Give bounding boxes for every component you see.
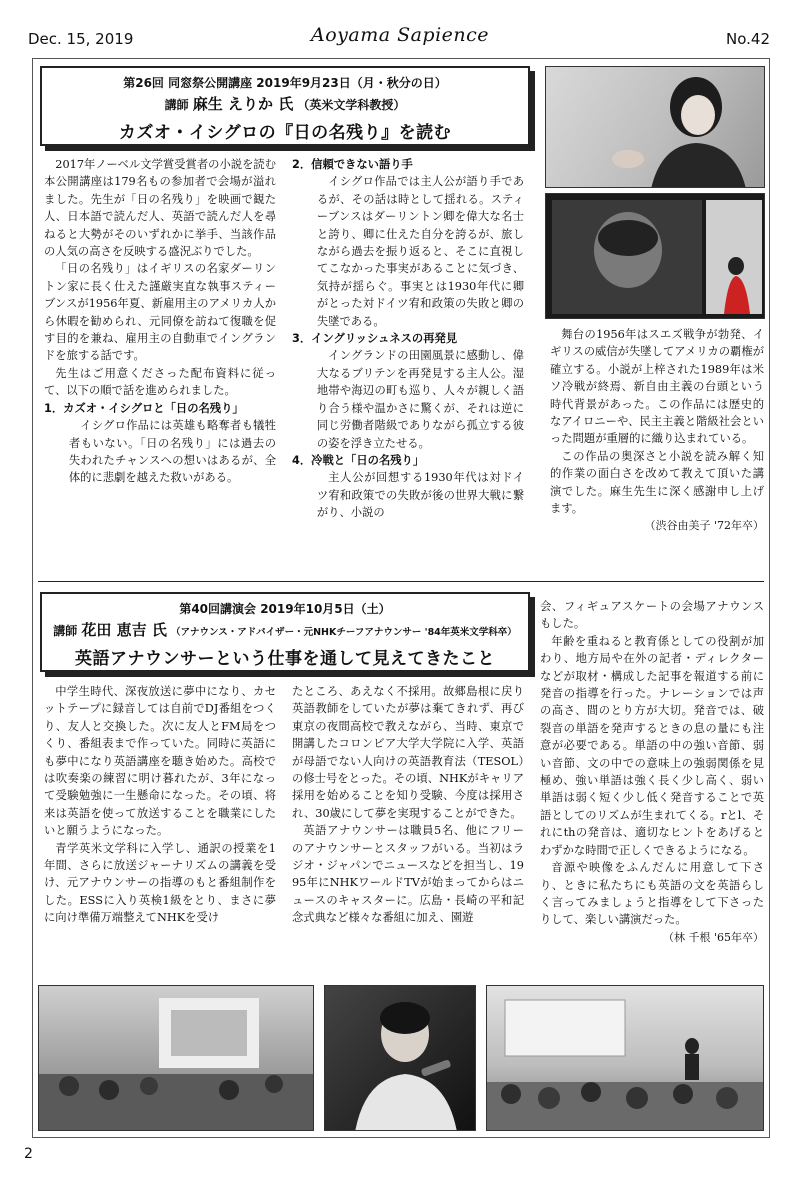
article1-column-2 xyxy=(292,156,524,522)
audience-left-image xyxy=(39,986,314,1131)
article1-para: 舞台の1956年はスエズ戦争が勃発、イギリスの威信が失墜してアメリカの覇権が確立する。小説が上梓された1989年は米ソ冷戦が終焉、新自由主義の台頭という時代背景があった。この作品には歴史的なアイロニーや、民主主義と階級社会といった問題が重層的に織り込まれている。 xyxy=(550,328,764,446)
article1-section-1-body: イシグロ作品には英雄も略奪者も犠牲者もいない。「日の名残り」には過去の失われたチャンスへの想いはあるが、全体的に悲劇を越えた救いがある。 xyxy=(68,419,276,485)
article1-section-3-body: イングランドの田園風景に感動し、偉大なるブリテンを再発見する主人公。湿地帯や海辺の町も巡り、人々が親しく語り合う様や温かさに驚くが、それは逆に同じ労働者階級でありながら孤立する彼の姿を浮き立たせる。 xyxy=(316,349,524,450)
article2-para: 年齢を重ねると教育係としての役割が加わり、地方局や在外の記者・ディレクターなどが取材・構成した記事を報道する前に発音の指導を行った。ナレーションでは声の高さ、間のとり方が大切。発音では、破裂音の単語を発声するときの息の量にも注意が必要である。単語の中の強い音節、弱い音節、文の中での意味上の強弱関係を見極め、強い単語は強く長く少し高く、弱い単語は弱く短く少し低く発音することで英語としてのリズムが生まれてくる。rとl、それにthの発音は、適切なヒントをあげるとわずかな時間で正しくできるようになる。 xyxy=(540,634,764,857)
page-number: 2 xyxy=(24,1146,33,1162)
article1-lecturer-role: 講師 xyxy=(164,98,189,112)
article2-lecturer xyxy=(42,619,528,640)
article1-section-2-heading: 2．信頼できない語り手 xyxy=(292,158,413,171)
article2-title: 英語アナウンサーという仕事を通して見えてきたこと xyxy=(75,649,495,669)
article2-event: 第40回講演会 2019年10月5日（土） xyxy=(179,602,391,616)
article2-title-box xyxy=(40,592,530,672)
article2-lecturer-affil: （アナウンス・アドバイザー・元NHKチーフアナウンサー '84年英米文学科卒） xyxy=(171,627,517,638)
article2-para: たところ、あえなく不採用。故郷島根に戻り英語教師をしていたが夢は棄てきれず、再び東京の夜間高校で教えながら、当時、東京で開講したコロンビア大学大学院に入学、英語が母語でない人向けの英語教育法（TESOL）の修士号をとった。その頃、NHKがキャリア採用を始めることを知り受験、今度は採用され、30歳にして夢を実現することができた。 xyxy=(292,685,524,820)
lecturer1-speaking-photo xyxy=(545,66,765,188)
article1-para: この作品の奥深さと小説を読み解く知的作業の面白さを改めて教えて頂いた講演でした。麻生先生に深く感謝申し上げます。 xyxy=(550,449,764,516)
article2-column-3 xyxy=(540,598,764,946)
article1-para: 2017年ノーベル文学賞受賞者の小説を読む本公開講座は179名もの参加者で会場が溢れました。先生が「日の名残り」を映画で観た人、日本語で読んだ人、英語で読んだ人を尋ねると大勢がそのいずれかに挙手、当該作品の人気の高さを反映する盛況ぶりでした。 xyxy=(44,158,276,259)
lecture-screen-photo xyxy=(545,193,765,319)
article1-title-box xyxy=(40,66,530,146)
article1-section-4-heading: 4．冷戦と「日の名残り」 xyxy=(292,453,425,467)
article2-para: 中学生時代、深夜放送に夢中になり、カセットテープに録音しては自前でDJ番組をつくり、友人と交換した。次に友人とFM局をつくり、番組表まで作っていた。同時に英語にも夢中になり英語講座を聴き始めた。高校では吹奏楽の練習に明け暮れたが、3年になって受験勉強に一生懸命になった。その頃、将来は英語を使って放送することを職業にしたいと願うようになった。 xyxy=(44,685,276,838)
article2-signature: （林 千根 '65年卒） xyxy=(662,930,764,944)
article1-column-3 xyxy=(550,326,764,535)
audience-right-image xyxy=(487,986,764,1131)
article1-para: 先生はご用意くださった配布資料に従って、以下の順で話を進められました。 xyxy=(44,366,276,398)
article2-para: 会、フィギュアスケートの会場アナウンスもした。 xyxy=(540,600,764,631)
lecturer2-photo-image xyxy=(325,986,476,1131)
article2-lecturer-role: 講師 xyxy=(53,624,78,638)
audience-photo-right xyxy=(486,985,764,1131)
audience-photo-left xyxy=(38,985,314,1131)
article1-section-2-body: イシグロ作品では主人公が語り手であるが、その話は時として揺れる。スティーブンスはダーリントン卿を偉大な名士と誇り、卿に仕えた自分を誇るが、旅しながら過去を振り返ると、そこに直視してこなかった事実があることに気づき、気持が揺らぐ。事実とは1930年代に卿がとった対ドイツ宥和政策の失敗と卿の失墜である。 xyxy=(316,175,524,328)
article1-signature: （渋谷由美子 '72年卒） xyxy=(644,519,764,533)
article1-lecturer xyxy=(42,93,528,114)
article1-lecturer-name: 麻生 えりか 氏 xyxy=(192,95,294,113)
issue-number: No.42 xyxy=(726,30,770,48)
masthead: Aoyama Sapience xyxy=(310,24,490,46)
article1-para: 「日の名残り」はイギリスの名家ダーリントン家に長く仕えた謹厳実直な執事スティーブンスが1956年夏、新雇用主のアメリカ人から休暇を勧められ、元同僚を訪ねて復職を促す目的を兼ね、雇用主の自動車でイングランドを旅する話です。 xyxy=(44,262,276,363)
article1-section-1-heading: 1．カズオ・イシグロと「日の名残り」 xyxy=(44,401,244,415)
lecturer2-speaking-photo xyxy=(324,985,476,1131)
article1-title: カズオ・イシグロの『日の名残り』を読む xyxy=(118,123,452,143)
article1-lecturer-affil: （英米文学科教授） xyxy=(297,98,406,112)
article2-para: 青学英米文学科に入学し、通訳の授業を1年間、さらに放送ジャーナリズムの講義を受け、元アナウンサーの指導のもと番組制作をした。ESSに入り英検1級をとり、まさに夢に向け準備万端整えてNHKを受け xyxy=(44,841,276,925)
article2-lecturer-name: 花田 恵吉 氏 xyxy=(81,621,167,639)
article1-section-4-body: 主人公が回想する1930年代は対ドイツ宥和政策での失敗が後の世界大戦に繋がり、小説の xyxy=(316,471,524,520)
article2-column-2 xyxy=(292,683,524,927)
lecture-screen-image xyxy=(546,194,765,319)
issue-date: Dec. 15, 2019 xyxy=(28,30,134,48)
lecturer1-photo-image xyxy=(546,67,765,188)
article1-section-3-heading: 3．イングリッシュネスの再発見 xyxy=(292,332,458,346)
article1-column-1 xyxy=(44,156,276,487)
article1-event: 第26回 同窓祭公開講座 2019年9月23日（月・秋分の日） xyxy=(123,76,447,90)
article2-column-1 xyxy=(44,683,276,927)
article2-para: 音源や映像をふんだんに用意して下さり、ときに私たちにも英語の文を英語らしく言ってみましょうと指導をして下さったりして、楽しい講演だった。 xyxy=(540,861,764,927)
article-divider xyxy=(38,581,764,582)
article2-para: 英語アナウンサーは職員5名、他にフリーのアナウンサーとスタッフがいる。当初はラジオ・ジャパンでニュースなどを担当し、1995年にNHKワールドTVが始まってからはニュースのキャスターに。広島・長崎の平和記念式典など様々な番組に加え、園遊 xyxy=(292,824,524,925)
